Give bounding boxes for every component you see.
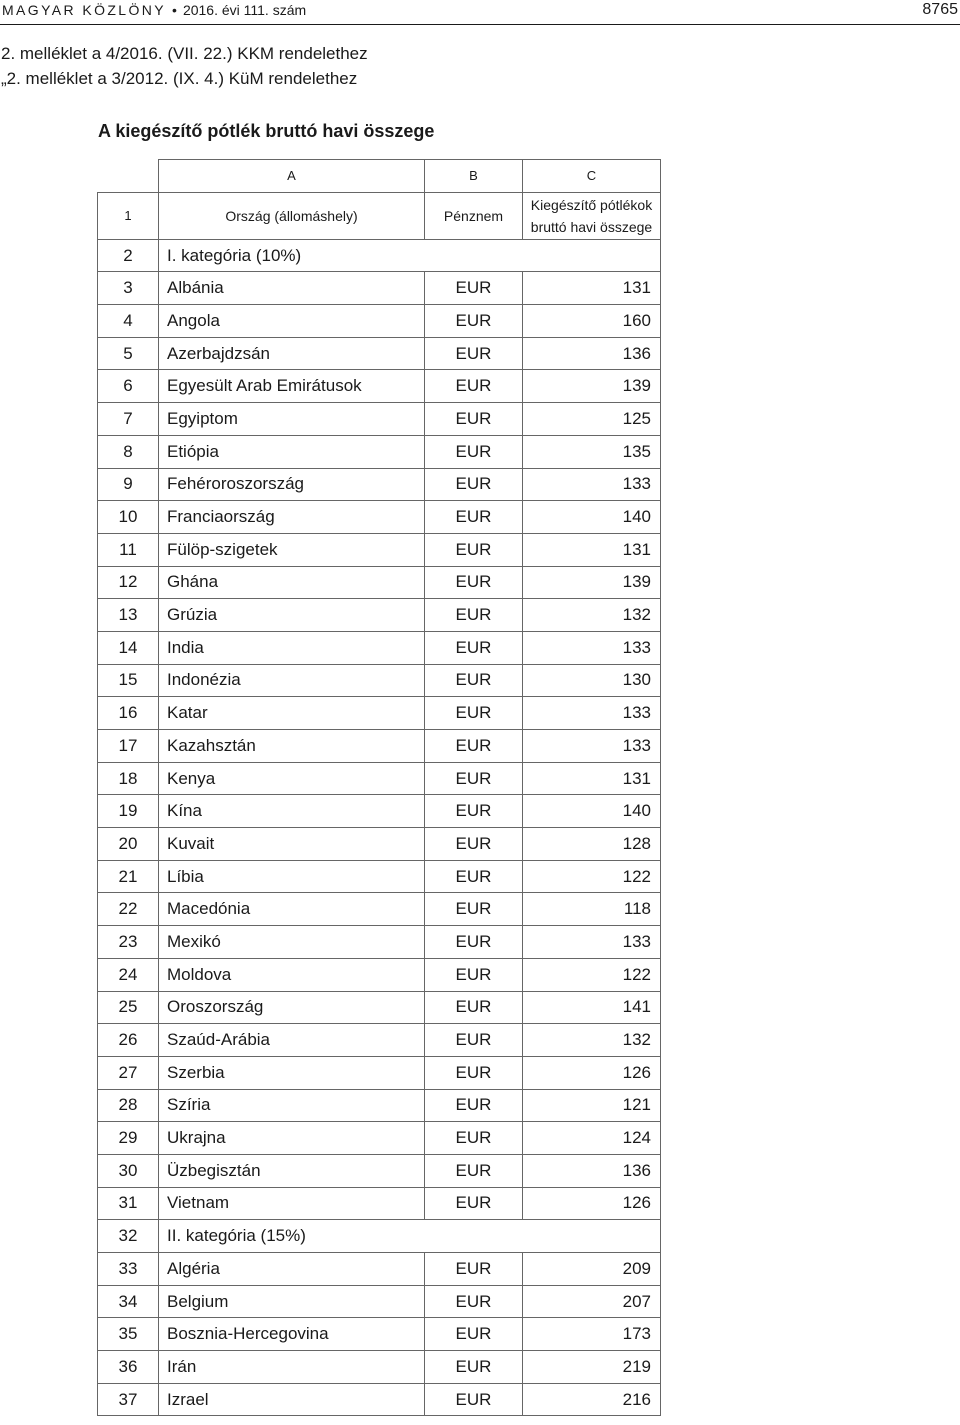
table-row	[98, 860, 661, 893]
amount-cell: 133	[523, 631, 661, 664]
separator-bullet: •	[172, 2, 177, 18]
publication-header	[2, 2, 306, 18]
row-number: 22	[98, 893, 159, 926]
amount-cell: 139	[523, 566, 661, 599]
row-number: 34	[98, 1285, 159, 1318]
currency-cell: EUR	[425, 697, 523, 730]
currency-cell: EUR	[425, 1187, 523, 1220]
table-row	[98, 697, 661, 730]
currency-cell: EUR	[425, 1089, 523, 1122]
country-cell: Bosznia-Hercegovina	[159, 1318, 425, 1351]
row-number: 24	[98, 958, 159, 991]
country-cell: Grúzia	[159, 599, 425, 632]
currency-cell: EUR	[425, 1253, 523, 1286]
row-number: 35	[98, 1318, 159, 1351]
amount-cell: 135	[523, 435, 661, 468]
category-row	[98, 239, 661, 272]
country-column-header: Ország (állomáshely)	[159, 192, 425, 239]
table-row	[98, 631, 661, 664]
country-cell: Szaúd-Arábia	[159, 1024, 425, 1057]
amount-cell: 216	[523, 1383, 661, 1416]
amount-cell: 126	[523, 1187, 661, 1220]
row-number: 6	[98, 370, 159, 403]
annex-amended-reference: „2. melléklet a 3/2012. (IX. 4.) KüM rendelethez	[1, 69, 358, 88]
amount-cell: 140	[523, 501, 661, 534]
table-row	[98, 1089, 661, 1122]
currency-cell: EUR	[425, 958, 523, 991]
currency-cell: EUR	[425, 370, 523, 403]
row-number: 29	[98, 1122, 159, 1155]
country-cell: Oroszország	[159, 991, 425, 1024]
currency-cell: EUR	[425, 599, 523, 632]
table-row	[98, 1383, 661, 1416]
document-title: A kiegészítő pótlék bruttó havi összege	[98, 121, 435, 141]
corner-cell	[98, 160, 159, 193]
table-row	[98, 1253, 661, 1286]
table-row	[98, 991, 661, 1024]
currency-cell: EUR	[425, 631, 523, 664]
header-divider	[0, 24, 960, 25]
column-letter-a: A	[159, 160, 425, 193]
table-row	[98, 926, 661, 959]
category-label: II. kategória (15%)	[159, 1220, 661, 1253]
row-number: 7	[98, 403, 159, 436]
country-cell: Kína	[159, 795, 425, 828]
header-row-number: 1	[98, 192, 159, 239]
country-cell: Egyiptom	[159, 403, 425, 436]
column-header-row	[98, 192, 661, 239]
currency-cell: EUR	[425, 272, 523, 305]
amount-cell: 132	[523, 599, 661, 632]
row-number: 23	[98, 926, 159, 959]
page-number: 8765	[922, 1, 958, 18]
country-cell: Fülöp-szigetek	[159, 533, 425, 566]
currency-cell: EUR	[425, 795, 523, 828]
amount-cell: 133	[523, 468, 661, 501]
category-row	[98, 1220, 661, 1253]
table-row	[98, 1187, 661, 1220]
table-row	[98, 1318, 661, 1351]
table-row	[98, 1024, 661, 1057]
country-cell: Azerbajdzsán	[159, 337, 425, 370]
country-cell: Líbia	[159, 860, 425, 893]
amount-header-line2: bruttó havi összege	[530, 218, 653, 235]
amount-cell: 136	[523, 1154, 661, 1187]
amount-cell: 133	[523, 697, 661, 730]
row-number: 14	[98, 631, 159, 664]
currency-cell: EUR	[425, 664, 523, 697]
row-number: 12	[98, 566, 159, 599]
country-cell: Albánia	[159, 272, 425, 305]
country-cell: Egyesült Arab Emirátusok	[159, 370, 425, 403]
amount-cell: 140	[523, 795, 661, 828]
currency-cell: EUR	[425, 1024, 523, 1057]
row-number: 4	[98, 305, 159, 338]
currency-cell: EUR	[425, 1383, 523, 1416]
row-number: 19	[98, 795, 159, 828]
row-number: 11	[98, 533, 159, 566]
page-header	[0, 0, 960, 26]
amount-cell: 128	[523, 828, 661, 861]
currency-cell: EUR	[425, 468, 523, 501]
country-cell: Algéria	[159, 1253, 425, 1286]
amount-cell: 124	[523, 1122, 661, 1155]
table-row	[98, 1154, 661, 1187]
country-cell: Izrael	[159, 1383, 425, 1416]
country-cell: Moldova	[159, 958, 425, 991]
country-cell: Mexikó	[159, 926, 425, 959]
row-number: 30	[98, 1154, 159, 1187]
table-row	[98, 1351, 661, 1384]
row-number: 21	[98, 860, 159, 893]
currency-cell: EUR	[425, 305, 523, 338]
table-row	[98, 795, 661, 828]
country-cell: Ghána	[159, 566, 425, 599]
country-cell: Etiópia	[159, 435, 425, 468]
amount-cell: 126	[523, 1056, 661, 1089]
country-cell: Szerbia	[159, 1056, 425, 1089]
row-number: 2	[98, 239, 159, 272]
amount-cell: 121	[523, 1089, 661, 1122]
amount-cell: 122	[523, 860, 661, 893]
amount-cell: 122	[523, 958, 661, 991]
amount-cell: 136	[523, 337, 661, 370]
allowance-table	[97, 159, 661, 1416]
table-row	[98, 337, 661, 370]
table-row	[98, 893, 661, 926]
country-cell: Indonézia	[159, 664, 425, 697]
currency-cell: EUR	[425, 533, 523, 566]
publication-name: MAGYAR KÖZLÖNY	[2, 2, 167, 18]
amount-cell: 207	[523, 1285, 661, 1318]
amount-cell: 139	[523, 370, 661, 403]
country-cell: Üzbegisztán	[159, 1154, 425, 1187]
column-letter-b: B	[425, 160, 523, 193]
table-row	[98, 599, 661, 632]
country-cell: Angola	[159, 305, 425, 338]
country-cell: Franciaország	[159, 501, 425, 534]
amount-cell: 118	[523, 893, 661, 926]
row-number: 5	[98, 337, 159, 370]
currency-cell: EUR	[425, 566, 523, 599]
table-row	[98, 730, 661, 763]
row-number: 27	[98, 1056, 159, 1089]
table-row	[98, 370, 661, 403]
row-number: 3	[98, 272, 159, 305]
table-row	[98, 468, 661, 501]
table-row	[98, 1056, 661, 1089]
amount-cell: 131	[523, 533, 661, 566]
currency-cell: EUR	[425, 403, 523, 436]
table-row	[98, 305, 661, 338]
row-number: 32	[98, 1220, 159, 1253]
currency-cell: EUR	[425, 828, 523, 861]
row-number: 25	[98, 991, 159, 1024]
country-cell: Kuvait	[159, 828, 425, 861]
row-number: 31	[98, 1187, 159, 1220]
row-number: 18	[98, 762, 159, 795]
currency-cell: EUR	[425, 1285, 523, 1318]
currency-cell: EUR	[425, 1122, 523, 1155]
country-cell: Katar	[159, 697, 425, 730]
row-number: 13	[98, 599, 159, 632]
currency-cell: EUR	[425, 762, 523, 795]
table-row	[98, 1122, 661, 1155]
country-cell: Irán	[159, 1351, 425, 1384]
row-number: 28	[98, 1089, 159, 1122]
currency-cell: EUR	[425, 1056, 523, 1089]
currency-cell: EUR	[425, 1351, 523, 1384]
amount-cell: 173	[523, 1318, 661, 1351]
country-cell: Szíria	[159, 1089, 425, 1122]
country-cell: Macedónia	[159, 893, 425, 926]
annex-reference: 2. melléklet a 4/2016. (VII. 22.) KKM rendelethez	[1, 44, 368, 63]
row-number: 37	[98, 1383, 159, 1416]
amount-cell: 141	[523, 991, 661, 1024]
amount-cell: 133	[523, 926, 661, 959]
country-cell: Ukrajna	[159, 1122, 425, 1155]
table-row	[98, 1285, 661, 1318]
currency-cell: EUR	[425, 991, 523, 1024]
column-letter-row	[98, 160, 661, 193]
amount-cell: 131	[523, 762, 661, 795]
row-number: 9	[98, 468, 159, 501]
table-row	[98, 272, 661, 305]
currency-cell: EUR	[425, 1154, 523, 1187]
currency-cell: EUR	[425, 893, 523, 926]
currency-cell: EUR	[425, 860, 523, 893]
country-cell: Fehéroroszország	[159, 468, 425, 501]
row-number: 8	[98, 435, 159, 468]
issue-label: 2016. évi 111. szám	[182, 2, 307, 18]
amount-cell: 125	[523, 403, 661, 436]
currency-cell: EUR	[425, 501, 523, 534]
currency-cell: EUR	[425, 730, 523, 763]
amount-cell: 131	[523, 272, 661, 305]
amount-cell: 209	[523, 1253, 661, 1286]
table-row	[98, 566, 661, 599]
currency-cell: EUR	[425, 337, 523, 370]
table-row	[98, 435, 661, 468]
country-cell: Kazahsztán	[159, 730, 425, 763]
amount-cell: 132	[523, 1024, 661, 1057]
row-number: 16	[98, 697, 159, 730]
currency-cell: EUR	[425, 435, 523, 468]
table-row	[98, 664, 661, 697]
row-number: 33	[98, 1253, 159, 1286]
currency-column-header: Pénznem	[425, 192, 523, 239]
country-cell: Kenya	[159, 762, 425, 795]
country-cell: Vietnam	[159, 1187, 425, 1220]
amount-cell: 133	[523, 730, 661, 763]
amount-header-line1: Kiegészítő pótlékok	[530, 196, 653, 213]
category-label: I. kategória (10%)	[159, 239, 661, 272]
amount-cell: 219	[523, 1351, 661, 1384]
country-cell: India	[159, 631, 425, 664]
column-letter-c: C	[523, 160, 661, 193]
table-row	[98, 828, 661, 861]
row-number: 20	[98, 828, 159, 861]
amount-column-header	[523, 192, 661, 239]
row-number: 10	[98, 501, 159, 534]
row-number: 17	[98, 730, 159, 763]
row-number: 15	[98, 664, 159, 697]
row-number: 26	[98, 1024, 159, 1057]
table-row	[98, 958, 661, 991]
country-cell: Belgium	[159, 1285, 425, 1318]
amount-cell: 160	[523, 305, 661, 338]
amount-cell: 130	[523, 664, 661, 697]
row-number: 36	[98, 1351, 159, 1384]
currency-cell: EUR	[425, 926, 523, 959]
table-row	[98, 501, 661, 534]
currency-cell: EUR	[425, 1318, 523, 1351]
table-row	[98, 403, 661, 436]
table-row	[98, 533, 661, 566]
table-row	[98, 762, 661, 795]
